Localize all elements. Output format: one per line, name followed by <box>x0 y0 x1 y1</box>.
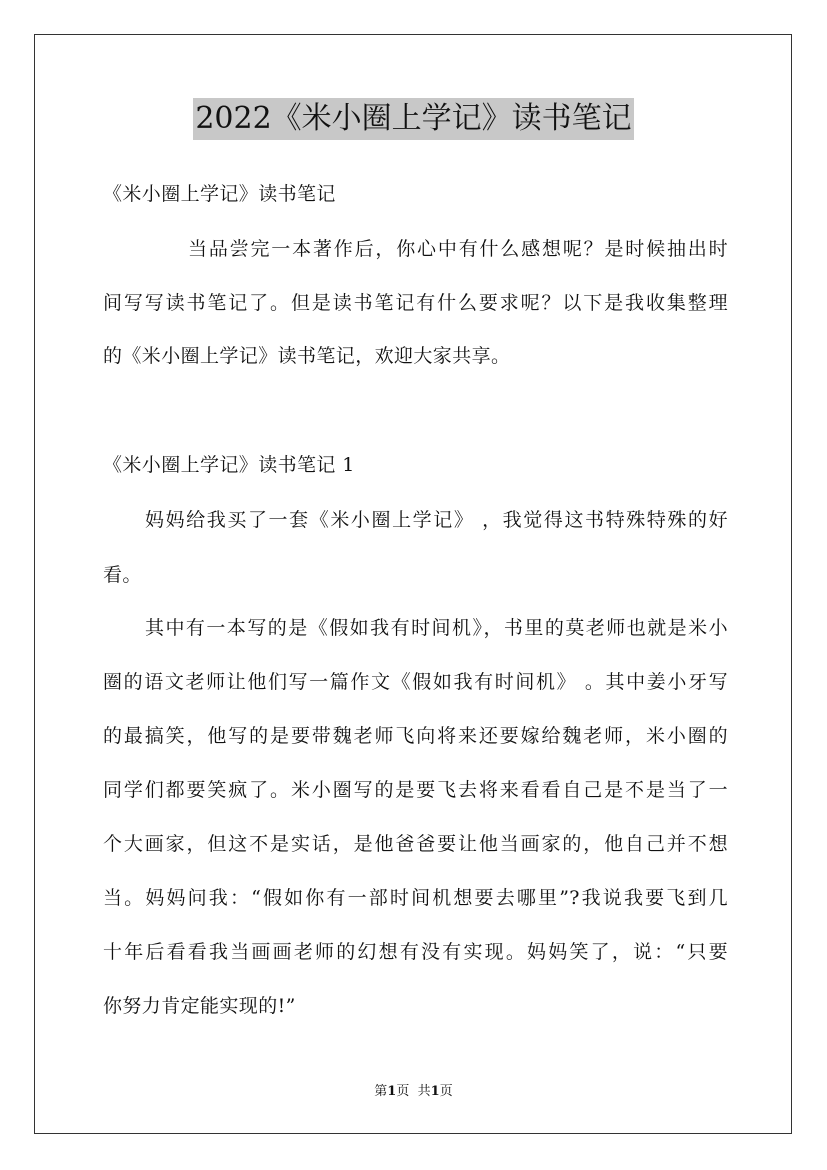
document-title: 2022《米小圈上学记》读书笔记 <box>193 98 633 140</box>
paragraph2-line-1: 其中有一本写的是《假如我有时间机》，书里的莫老师也就是米小 <box>145 617 728 639</box>
page-label-prefix: 第 <box>374 1084 388 1099</box>
intro-line-3: 的《米小圈上学记》读书笔记，欢迎大家共享。 <box>103 345 511 367</box>
page-number: 1 <box>387 1084 397 1099</box>
paragraph2-line-7: 十年后看看我当画画老师的幻想有没有实现。妈妈笑了，说：“只要 <box>103 941 728 963</box>
section-heading: 《米小圈上学记》读书笔记 1 <box>103 454 355 476</box>
page-label-suffix: 页 <box>396 1084 410 1099</box>
paragraph2-line-6: 当。妈妈问我：“假如你有一部时间机想要去哪里”?我说我要飞到几 <box>103 887 728 909</box>
title-container <box>0 98 827 140</box>
paragraph2-line-3: 的最搞笑，他写的是要带魏老师飞向将来还要嫁给魏老师，米小圈的 <box>103 725 728 747</box>
paragraph2-line-8: 你努力肯定能实现的!” <box>103 995 296 1017</box>
page-footer <box>0 1083 827 1101</box>
paragraph1-line-2: 看。 <box>103 564 142 586</box>
paragraph2-line-2: 圈的语文老师让他们写一篇作文《假如我有时间机》 。其中姜小牙写 <box>103 671 728 693</box>
total-pages: 1 <box>430 1084 440 1099</box>
paragraph1-line-1: 妈妈给我买了一套《米小圈上学记》 ，我觉得这书特殊特殊的好 <box>145 509 728 531</box>
total-label-prefix: 共 <box>417 1084 431 1099</box>
total-label-suffix: 页 <box>439 1084 453 1099</box>
intro-line-2: 间写写读书笔记了。但是读书笔记有什么要求呢？以下是我收集整理 <box>103 292 728 314</box>
paragraph2-line-5: 个大画家，但这不是实话，是他爸爸要让他当画家的，他自己并不想 <box>103 833 728 855</box>
intro-line-1: 当品尝完一本著作后，你心中有什么感想呢？是时候抽出时 <box>188 238 728 260</box>
document-subtitle: 《米小圈上学记》读书笔记 <box>103 183 336 205</box>
paragraph2-line-4: 同学们都要笑疯了。米小圈写的是要飞去将来看看自己是不是当了一 <box>103 779 728 801</box>
